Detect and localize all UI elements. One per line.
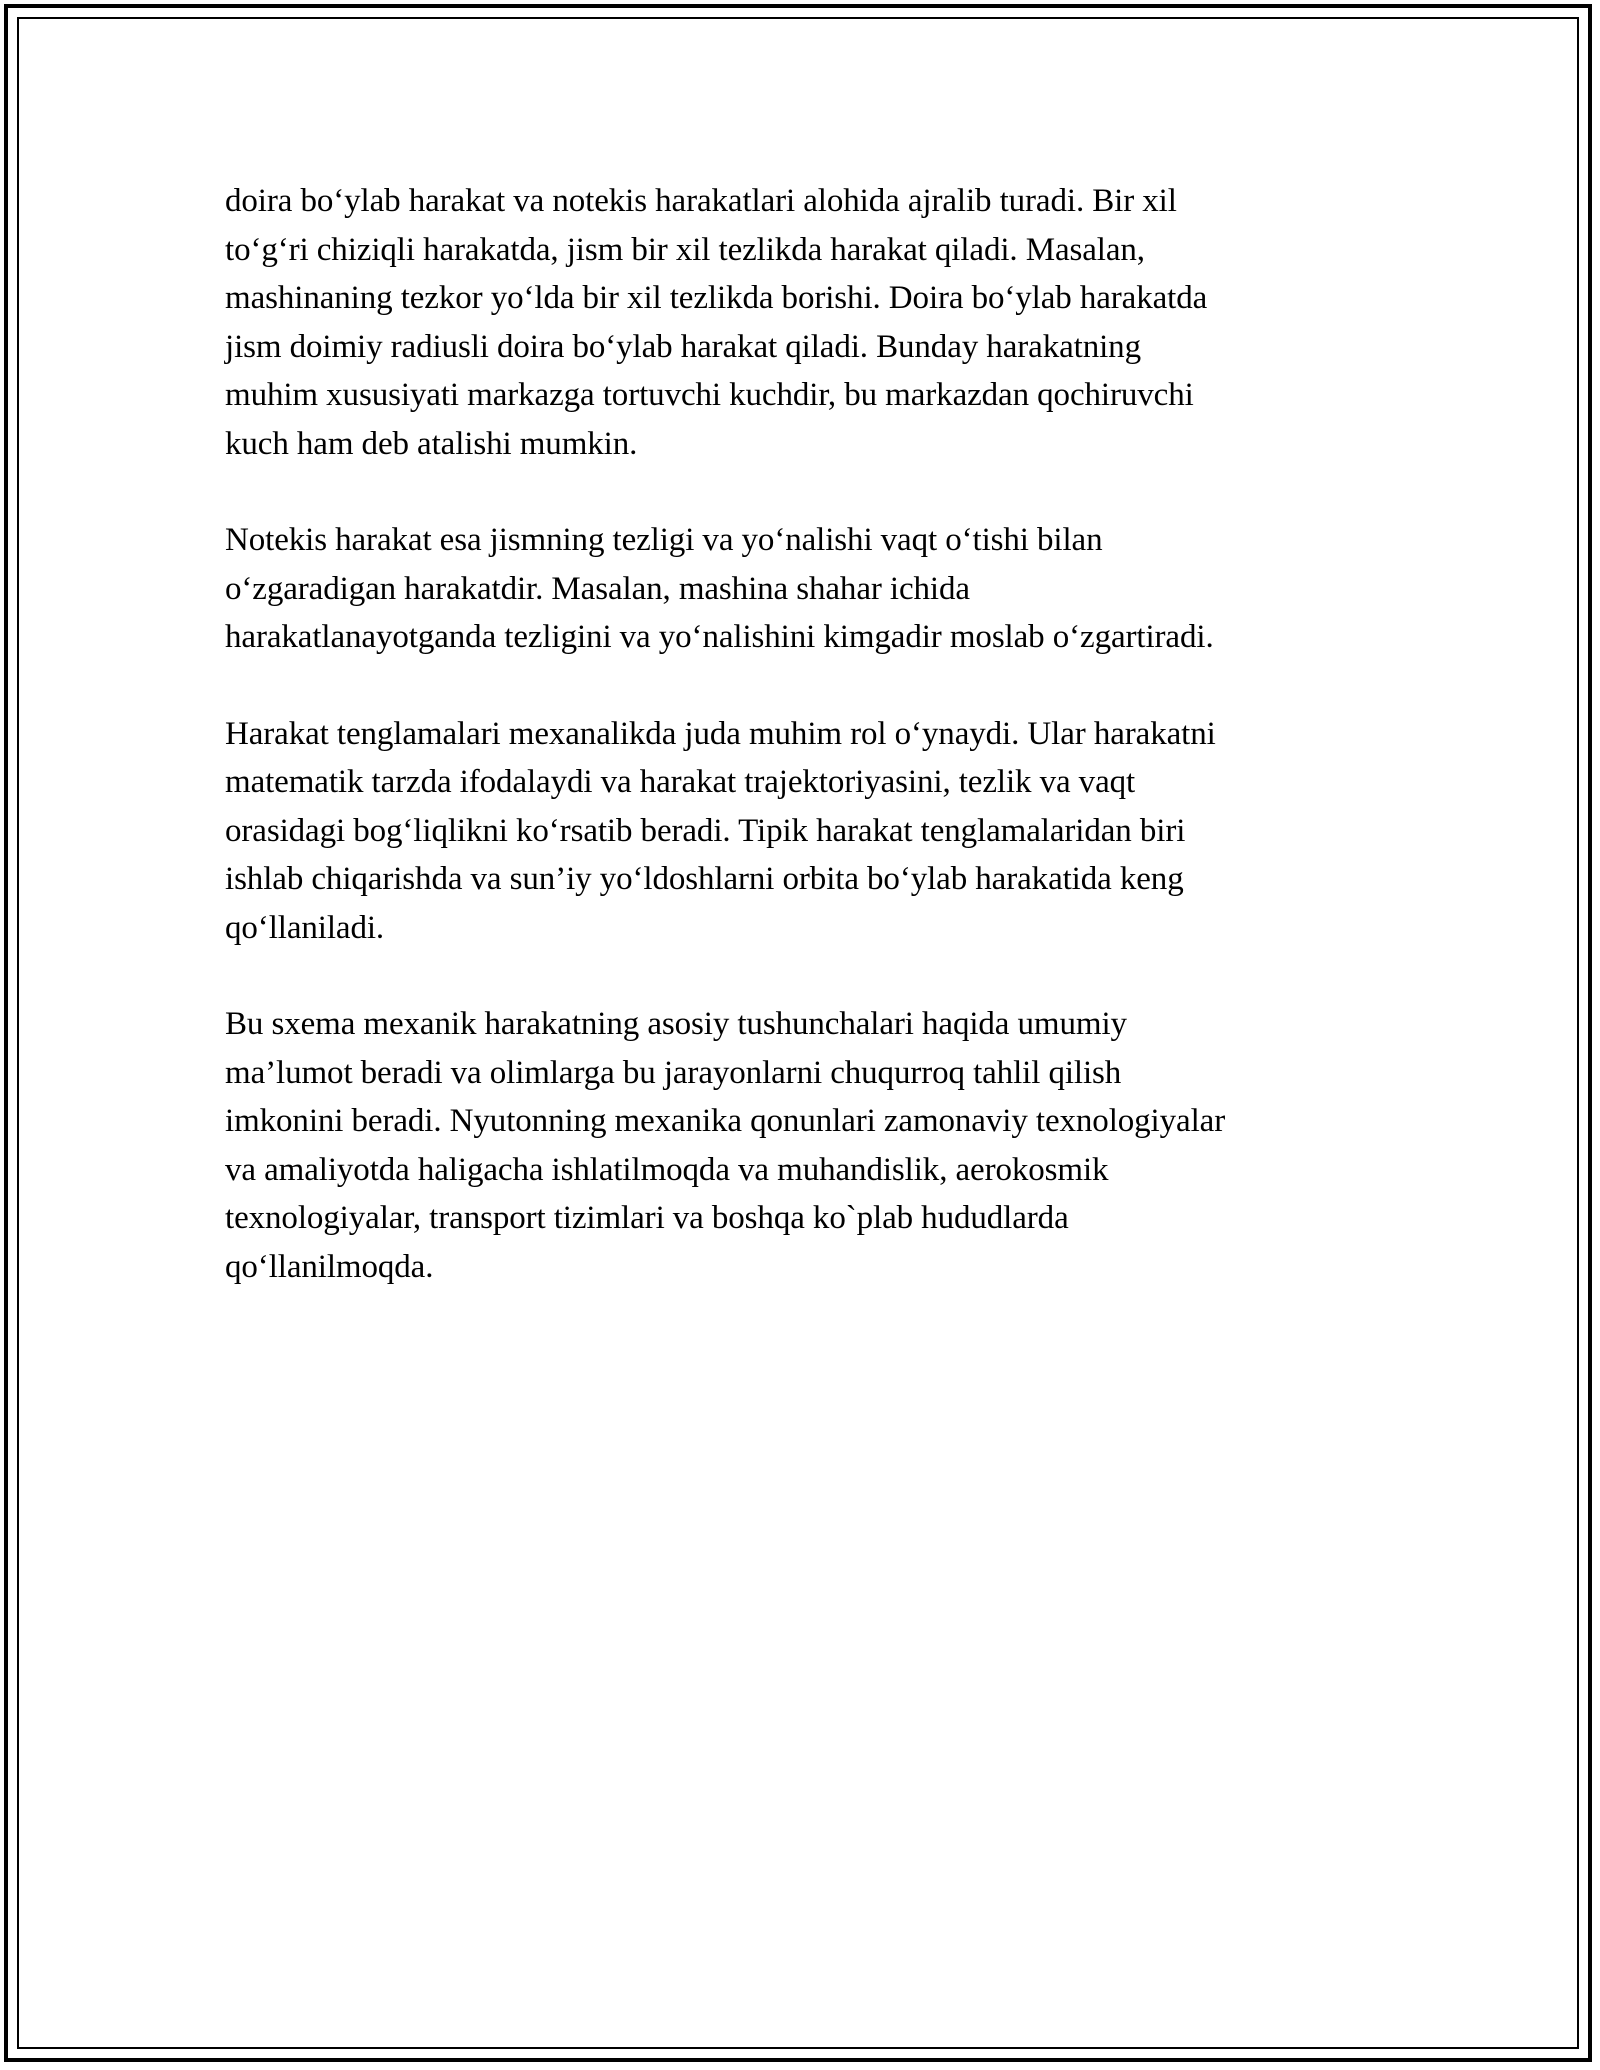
text-line: jism doimiy radiusli doira bo‘ylab harakat qiladi. Bunday harakatning [225,328,1141,365]
text-line: matematik tarzda ifodalaydi va harakat trajektoriyasini, tezlik va vaqt [225,764,1136,800]
text-line: Harakat tenglamalari mexanalikda juda muhim rol o‘ynaydi. Ular harakatni [225,715,1216,752]
text-line: imkonini beradi. Nyutonning mexanika qonunlari zamonaviy texnologiyalar [225,1103,1226,1139]
paragraph-nonuniform-motion [225,516,1375,662]
paragraph-summary [225,1000,1375,1291]
paragraph-equations-of-motion [225,710,1375,953]
text-line: qo‘llaniladi. [225,909,385,946]
text-line: va amaliyotda haligacha ishlatilmoqda va muhandislik, aerokosmik [225,1151,1109,1188]
text-line: texnologiyalar, transport tizimlari va boshqa ko`plab hududlarda [225,1200,1069,1236]
text-line: Notekis harakat esa jismning tezligi va yo‘nalishi vaqt o‘tishi bilan [225,522,1103,558]
text-line: doira bo‘ylab harakat va notekis harakatlari alohida ajralib turadi. Bir xil [225,183,1177,219]
text-line: ma’lumot beradi va olimlarga bu jarayonlarni chuqurroq tahlil qilish [225,1054,1122,1091]
text-line: kuch ham deb atalishi mumkin. [225,425,638,462]
text-line: o‘zgaradigan harakatdir. Masalan, mashina shahar ichida [225,570,970,607]
text-line: to‘g‘ri chiziqli harakatda, jism bir xil tezlikda harakat qiladi. Masalan, [225,231,1145,268]
text-line: muhim xususiyati markazga tortuvchi kuchdir, bu markazdan qochiruvchi [225,377,1194,413]
document-body [225,177,1375,1339]
text-line: qo‘llanilmoqda. [225,1248,434,1285]
text-line: orasidagi bog‘liqlikni ko‘rsatib beradi. Tipik harakat tenglamalaridan biri [225,812,1186,849]
paragraph-circular-motion [225,177,1375,468]
text-line: Bu sxema mexanik harakatning asosiy tushunchalari haqida umumiy [225,1006,1127,1042]
text-line: mashinaning tezkor yo‘lda bir xil tezlikda borishi. Doira bo‘ylab harakatda [225,280,1208,316]
text-line: ishlab chiqarishda va sun’iy yo‘ldoshlarni orbita bo‘ylab harakatida keng [225,861,1184,897]
text-line: harakatlanayotganda tezligini va yo‘nalishini kimgadir moslab o‘zgartiradi. [225,619,1214,655]
